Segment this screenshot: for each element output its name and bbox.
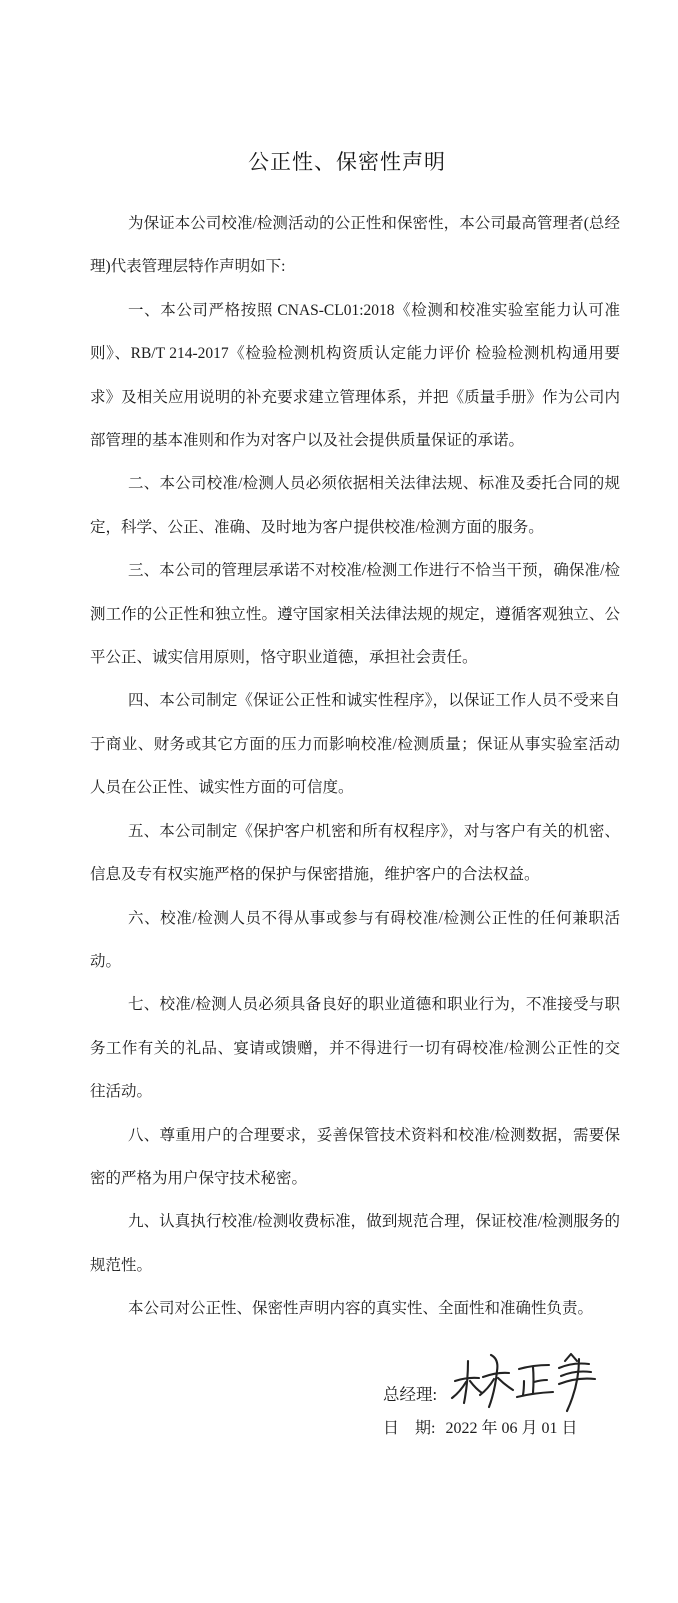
page-title: 公正性、保密性声明 [248,150,446,174]
body-paragraph-7: 七、校准/检测人员必须具备良好的职业道德和职业行为，不准接受与职务工作有关的礼品、宴请或馈赠，并不得进行一切有碍校准/检测公正性的交往活动。 [90,996,620,1101]
date-row [383,1417,620,1441]
body-paragraph-1: 一、本公司严格按照 CNAS-CL01:2018《检测和校准实验室能力认可准则》、RB/T 214-2017《检验检测机构资质认定能力评价 检验检测机构通用要求》及相关应用说明的补充要求建立管理体系，并把《质量手册》作为公司内部管理的基本准则和作为对客户以及社会提供质量保证的承诺。 [90,301,620,450]
date-label: 日 期: [383,1419,436,1437]
closing-paragraph: 本公司对公正性、保密性声明内容的真实性、全面性和准确性负责。 [128,1300,594,1318]
signature-block [383,1361,620,1441]
intro-paragraph: 为保证本公司校准/检测活动的公正性和保密性，本公司最高管理者(总经理)代表管理层特作声明如下: [90,215,620,276]
signature-row [383,1361,620,1407]
body-paragraph-5: 五、本公司制定《保护客户机密和所有权程序》，对与客户有关的机密、信息及专有权实施严格的保护与保密措施，维护客户的合法权益。 [90,822,620,884]
body-paragraph-4: 四、本公司制定《保证公正性和诚实性程序》，以保证工作人员不受来自于商业、财务或其它方面的压力而影响校准/检测质量；保证从事实验室活动人员在公正性、诚实性方面的可信度。 [90,692,620,797]
body-paragraph-3: 三、本公司的管理层承诺不对校准/检测工作进行不恰当干预，确保准/检测工作的公正性和独立性。遵守国家相关法律法规的规定，遵循客观独立、公平公正、诚实信用原则，恪守职业道德，承担社会责任。 [90,562,620,667]
body-paragraph-2: 二、本公司校准/检测人员必须依据相关法律法规、标准及委托合同的规定，科学、公正、准确、及时地为客户提供校准/检测方面的服务。 [90,475,620,536]
body-paragraph-9: 九、认真执行校准/检测收费标准，做到规范合理，保证校准/检测服务的规范性。 [90,1213,620,1274]
handwritten-signature-image [445,1351,597,1415]
general-manager-label: 总经理: [383,1384,438,1404]
body-paragraph-8: 八、尊重用户的合理要求，妥善保管技术资料和校准/检测数据，需要保密的严格为用户保守技术秘密。 [90,1126,620,1187]
date-value: 2022 年 06 月 01 日 [445,1419,578,1437]
body-paragraph-6: 六、校准/检测人员不得从事或参与有碍校准/检测公正性的任何兼职活动。 [90,909,620,970]
